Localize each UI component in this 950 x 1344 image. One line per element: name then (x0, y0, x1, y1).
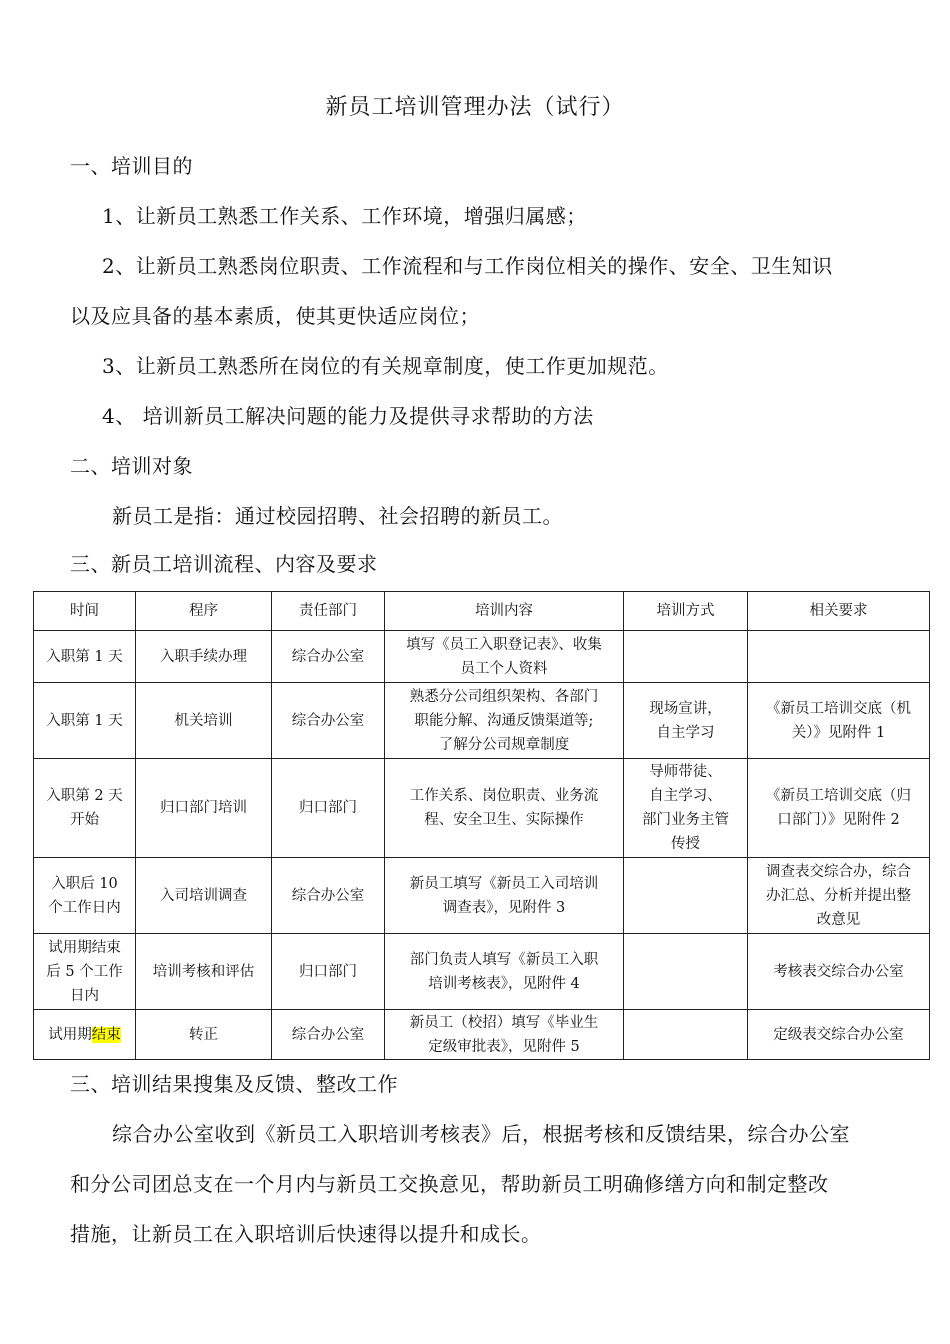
training-process-table (33, 591, 930, 1060)
cell-time: 入职第 2 天 开始 (34, 759, 136, 858)
cell-content: 新员工填写《新员工入司培训 调查表》，见附件 3 (385, 858, 624, 934)
cell-department: 综合办公室 (272, 683, 385, 759)
cell-procedure: 培训考核和评估 (136, 934, 272, 1010)
cell-requirement: 《新员工培训交底（机 关）》见附件 1 (748, 683, 930, 759)
table-row (34, 683, 930, 759)
feedback-paragraph-line-3: 措施，让新员工在入职培训后快速得以提升和成长。 (70, 1222, 542, 1246)
cell-method: 现场宣讲， 自主学习 (624, 683, 748, 759)
cell-department: 归口部门 (272, 934, 385, 1010)
cell-requirement (748, 631, 930, 683)
cell-procedure: 转正 (136, 1010, 272, 1060)
section-heading-process: 三、新员工培训流程、内容及要求 (70, 552, 378, 576)
section-heading-feedback: 三、培训结果搜集及反馈、整改工作 (70, 1072, 398, 1096)
document-title: 新员工培训管理办法（试行） (325, 95, 625, 120)
cell-procedure: 入职手续办理 (136, 631, 272, 683)
table-row (34, 759, 930, 858)
cell-content: 填写《员工入职登记表》、收集 员工个人资料 (385, 631, 624, 683)
cell-procedure: 归口部门培训 (136, 759, 272, 858)
cell-time: 试用期结束 (34, 1010, 136, 1060)
cell-department: 综合办公室 (272, 1010, 385, 1060)
table-row (34, 858, 930, 934)
feedback-paragraph-line-2: 和分公司团总支在一个月内与新员工交换意见，帮助新员工明确修缮方向和制定整改 (70, 1172, 829, 1196)
purpose-item-2-continued: 以及应具备的基本素质，使其更快适应岗位； (70, 304, 480, 328)
audience-text: 新员工是指：通过校园招聘、社会招聘的新员工。 (112, 504, 563, 528)
header-cell-procedure: 程序 (136, 592, 272, 631)
cell-procedure: 机关培训 (136, 683, 272, 759)
cell-procedure: 入司培训调查 (136, 858, 272, 934)
cell-time: 试用期结束 后 5 个工作 日内 (34, 934, 136, 1010)
header-cell-requirement: 相关要求 (748, 592, 930, 631)
cell-method (624, 934, 748, 1010)
cell-requirement: 调查表交综合办，综合 办汇总、分析并提出整 改意见 (748, 858, 930, 934)
feedback-paragraph-line-1: 综合办公室收到《新员工入职培训考核表》后，根据考核和反馈结果，综合办公室 (112, 1122, 850, 1146)
purpose-item-2: 2、让新员工熟悉岗位职责、工作流程和与工作岗位相关的操作、安全、卫生知识 (102, 254, 833, 278)
cell-content: 部门负责人填写《新员工入职 培训考核表》，见附件 4 (385, 934, 624, 1010)
cell-method: 导师带徒、 自主学习、 部门业务主管 传授 (624, 759, 748, 858)
purpose-item-1: 1、让新员工熟悉工作关系、工作环境，增强归属感； (102, 204, 587, 228)
table-row (34, 934, 930, 1010)
cell-requirement: 考核表交综合办公室 (748, 934, 930, 1010)
header-cell-content: 培训内容 (385, 592, 624, 631)
cell-content: 工作关系、岗位职责、业务流 程、安全卫生、实际操作 (385, 759, 624, 858)
highlighted-text: 结束 (91, 1026, 121, 1043)
cell-department: 归口部门 (272, 759, 385, 858)
section-heading-audience: 二、培训对象 (70, 454, 193, 478)
header-cell-time: 时间 (34, 592, 136, 631)
purpose-item-4: 4、 培训新员工解决问题的能力及提供寻求帮助的方法 (102, 404, 594, 428)
cell-time: 入职后 10 个工作日内 (34, 858, 136, 934)
section-heading-purpose: 一、培训目的 (70, 154, 193, 178)
cell-content: 新员工（校招）填写《毕业生 定级审批表》，见附件 5 (385, 1010, 624, 1060)
table-header-row (34, 592, 930, 631)
header-cell-department: 责任部门 (272, 592, 385, 631)
table-row (34, 1010, 930, 1060)
cell-method (624, 631, 748, 683)
cell-requirement: 定级表交综合办公室 (748, 1010, 930, 1060)
cell-department: 综合办公室 (272, 631, 385, 683)
cell-content: 熟悉分公司组织架构、各部门 职能分解、沟通反馈渠道等; 了解分公司规章制度 (385, 683, 624, 759)
header-cell-method: 培训方式 (624, 592, 748, 631)
purpose-item-3: 3、让新员工熟悉所在岗位的有关规章制度，使工作更加规范。 (102, 354, 669, 378)
table-row (34, 631, 930, 683)
cell-time: 入职第 1 天 (34, 683, 136, 759)
cell-department: 综合办公室 (272, 858, 385, 934)
cell-time: 入职第 1 天 (34, 631, 136, 683)
cell-method (624, 1010, 748, 1060)
cell-method (624, 858, 748, 934)
cell-requirement: 《新员工培训交底（归 口部门）》见附件 2 (748, 759, 930, 858)
